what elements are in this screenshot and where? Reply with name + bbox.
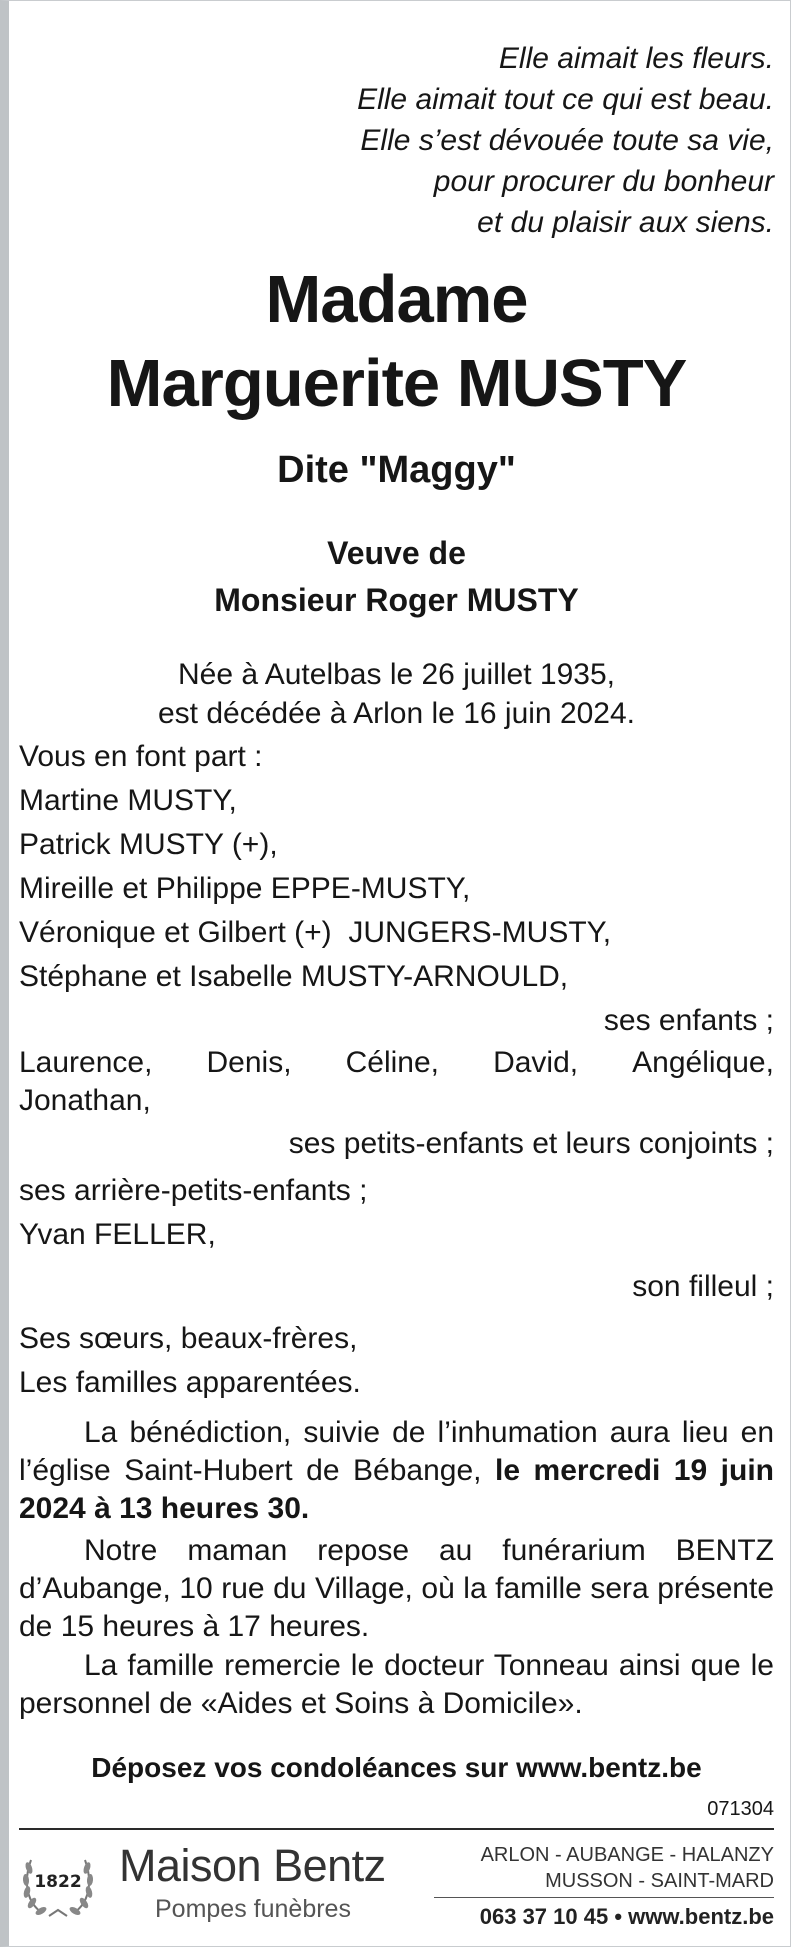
grandchild-name: Céline, bbox=[345, 1046, 439, 1079]
great-grandchildren: ses arrière-petits-enfants ; bbox=[19, 1174, 368, 1207]
death-line: est décédée à Arlon le 16 juin 2024. bbox=[157, 697, 636, 730]
grandchild-name: Denis, bbox=[206, 1046, 292, 1079]
brand-tagline: Pompes funèbres bbox=[155, 1895, 351, 1923]
emblem-year: 1822 bbox=[34, 1872, 82, 1892]
ceremony-date: le mercredi 19 juin 2024 à 13 heures 30. bbox=[19, 1454, 775, 1525]
deceased-name-block bbox=[19, 258, 774, 426]
child-entry: Patrick MUSTY (+), bbox=[19, 828, 278, 861]
deceased-title: Madame bbox=[265, 262, 528, 337]
grandchild-name: Jonathan, bbox=[19, 1084, 151, 1117]
grandchild-name: David, bbox=[493, 1046, 579, 1079]
birth-line: Née à Autelbas le 26 juillet 1935, bbox=[178, 658, 615, 691]
relatives: Les familles apparentées. bbox=[19, 1366, 361, 1399]
ceremony-text: La bénédiction, suivie de l’inhumation aura lieu en l’église Saint-Hubert de Bébange, bbox=[19, 1416, 774, 1487]
locations-line: ARLON - AUBANGE - HALANZY bbox=[480, 1844, 774, 1866]
locations-divider bbox=[434, 1897, 774, 1898]
child-entry: Véronique et Gilbert (+) JUNGERS-MUSTY, bbox=[19, 916, 612, 949]
laurel-wreath-icon bbox=[21, 1846, 95, 1922]
family-intro: Vous en font part : bbox=[19, 740, 263, 773]
grandchild-name: Laurence, bbox=[19, 1046, 153, 1079]
poem-line: Elle s’est dévouée toute sa vie, bbox=[360, 124, 774, 157]
grandchild-name: Angélique, bbox=[632, 1046, 774, 1079]
grandchildren-label: ses petits-enfants et leurs conjoints ; bbox=[288, 1127, 774, 1160]
footer-divider bbox=[19, 1828, 774, 1830]
child-entry: Martine MUSTY, bbox=[19, 784, 237, 817]
godson-label: son filleul ; bbox=[632, 1270, 774, 1303]
contact-info: 063 37 10 45 • www.bentz.be bbox=[479, 1904, 774, 1929]
ceremony-paragraph bbox=[19, 1414, 774, 1528]
thanks-paragraph: La famille remercie le docteur Tonneau ainsi que le personnel de «Aides et Soins à Domicile». bbox=[19, 1649, 774, 1720]
child-entry: Mireille et Philippe EPPE-MUSTY, bbox=[19, 872, 471, 905]
reference-number: 071304 bbox=[707, 1798, 774, 1820]
poem-line: Elle aimait tout ce qui est beau. bbox=[357, 83, 774, 116]
widow-block bbox=[19, 530, 774, 624]
godson-name: Yvan FELLER, bbox=[19, 1218, 216, 1251]
funeral-home-footer bbox=[19, 1838, 774, 1938]
child-entry: Stéphane et Isabelle MUSTY-ARNOULD, bbox=[19, 960, 569, 993]
locations bbox=[481, 1842, 774, 1894]
siblings: Ses sœurs, beaux-frères, bbox=[19, 1322, 358, 1355]
poem bbox=[214, 38, 774, 243]
deceased-nickname: Dite "Maggy" bbox=[277, 449, 516, 491]
grandchildren-row bbox=[19, 1043, 774, 1083]
family-list bbox=[19, 735, 774, 1405]
poem-line: pour procurer du bonheur bbox=[433, 165, 774, 198]
life-dates bbox=[19, 655, 774, 733]
condolences-line: Déposez vos condoléances sur www.bentz.be bbox=[91, 1752, 702, 1783]
locations-line: MUSSON - SAINT-MARD bbox=[545, 1870, 774, 1892]
widow-label: Veuve de bbox=[327, 535, 466, 571]
brand-name: Maison Bentz bbox=[119, 1840, 386, 1891]
poem-line: et du plaisir aux siens. bbox=[477, 206, 774, 239]
poem-line: Elle aimait les fleurs. bbox=[498, 42, 774, 75]
rest-paragraph: Notre maman repose au funérarium BENTZ d’Aubange, 10 rue du Village, où la famille sera présente de 15 heures à 17 heures. bbox=[19, 1534, 774, 1643]
deceased-name: Marguerite MUSTY bbox=[106, 346, 687, 421]
spouse-name: Monsieur Roger MUSTY bbox=[214, 582, 579, 618]
children-label: ses enfants ; bbox=[603, 1004, 774, 1037]
